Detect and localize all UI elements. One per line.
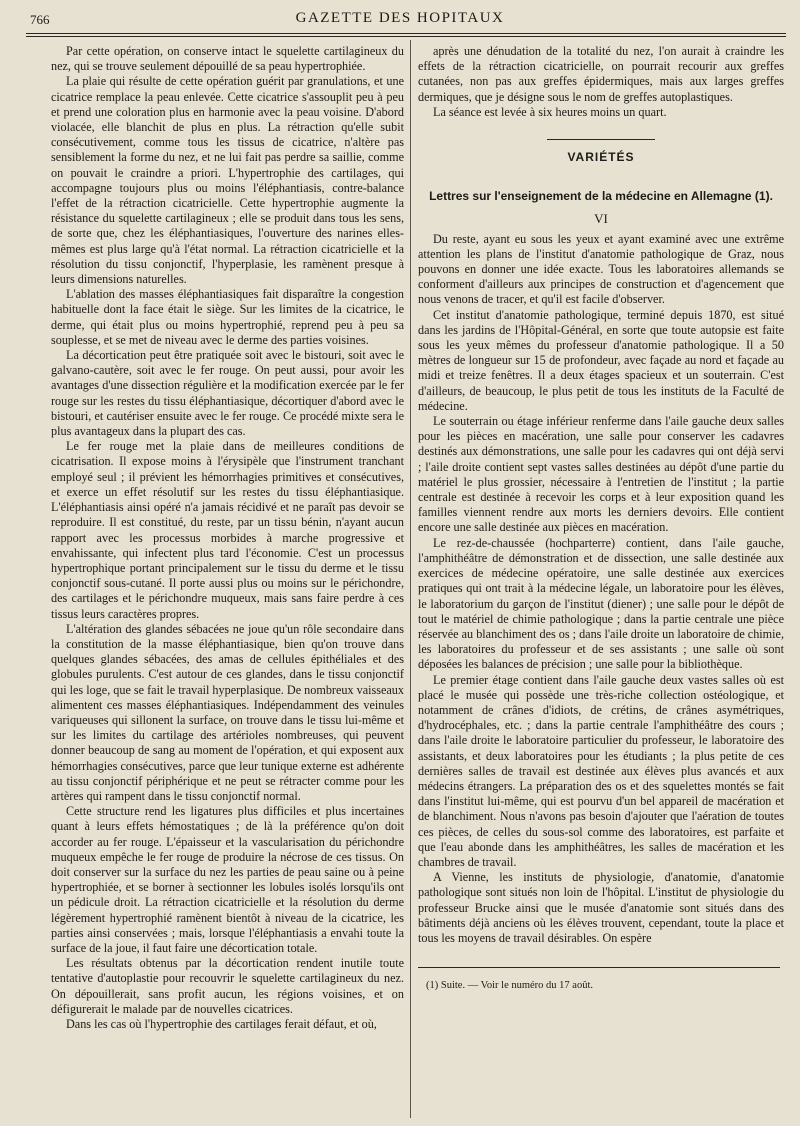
article-title: Lettres sur l'enseignement de la médecine en Allemagne (1).	[429, 189, 773, 204]
paragraph: L'ablation des masses éléphantiasiques fait disparaître la congestion habituelle dont la face était le siège. Sur les limites de la cicatrice, le derme, qui était plus ou moins hypertrophié, reprend peu à peu sa souplesse, et se met de niveau avec le derme des parties voisines.	[51, 287, 404, 347]
paragraph: Du reste, ayant eu sous les yeux et ayant examiné avec une extrême attention les plans de l'institut d'anatomie pathologique de Graz, nous pouvons en donner une idée exacte. Tous les laboratoires allemands se conforment d'ailleurs aux principes de construction et d'agencement que nous venons de tracer, et qu'il est facile d'observer.	[418, 231, 784, 307]
paragraph: Les résultats obtenus par la décortication rendent inutile toute tentative d'autoplastie pour recouvrir le squelette cartilagineux du nez. On dépouillerait, sans profit aucun, les régions voisines, et on défigurerait le malade par de nouvelles cicatrices.	[51, 956, 404, 1016]
paragraph: Dans les cas où l'hypertrophie des cartilages ferait défaut, et où,	[66, 1017, 377, 1031]
page-number: 766	[30, 12, 50, 27]
left-column	[51, 44, 404, 1032]
paragraph: Par cette opération, on conserve intact le squelette cartilagineux du nez, qui se trouve seulement dépouillé de sa peau hypertrophiée.	[51, 44, 404, 74]
paragraph: L'altération des glandes sébacées ne joue qu'un rôle secondaire dans la constitution de la masse éléphantiasique, bien qu'on trouve dans quelques glandes sébacées, des amas de cellules épithéliales et des globules purulents. C'est autour de ces glandes, dans le tissu conjonctif qui les loge, que se fait le travail hyperplasique. De nombreux vaisseaux alimentent ces masses éléphantiasiques. Indépendamment des veinules variqueuses qui sillonent la surface, on trouve dans le tissu lui-même et sur les limites du cartilage des artérioles nombreuses, qui peuvent donner beaucoup de sang au moment de l'opération, et qui exposent aux hémorrhagies consécutives, parce que leur tunique externe est adhérente au tissu conjonctif périphérique et ne peut se rétracter comme pour les artères qui rampent dans le tissu conjonctif normal.	[51, 621, 404, 803]
paragraph: La plaie qui résulte de cette opération guérit par granulations, et une cicatrice remplace la peau enlevée. Cette cicatrice s'assouplit peu à peu et prend une coloration plus en harmonie avec la peau voisine. D'abord violacée, elle blanchit de plus en plus. La rétraction qu'elle subit consécutivement, comme tous les tissus de cicatrice, n'altère pas sensiblement la forme du nez, et ne lui fait pas perdre sa saillie, comme on pouvait le craindre a priori. L'hypertrophie des cartilages, qui accompagne toujours plus ou moins l'éléphantiasis, contre-balance l'effet de la rétraction cicatricielle. Cette hypertrophie augmente la résistance du squelette cartilagineux ; elle se produit dans tous les sens, de sorte que, chez les éléphantiasiques, l'ouverture des narines elles-mêmes est plus large qu'à l'état normal. La rétraction cicatricielle et la résolution du tissu conjonctif, l'hyperplasie, les ramènent presque à leurs dimensions naturelles.	[51, 74, 404, 287]
session-closing-line: La séance est levée à six heures moins un quart.	[433, 104, 667, 119]
paragraph: après une dénudation de la totalité du nez, l'on aurait à craindre les effets de la rétraction cicatricielle, on pourrait recourir aux greffes cutanées, non pas aux greffes épidermiques, mais aux larges greffes dermiques, que je désigne sous le nom de greffes autoplastiques.	[418, 44, 784, 104]
running-title: GAZETTE DES HOPITAUX	[295, 10, 505, 26]
paragraph: Le premier étage contient dans l'aile gauche deux vastes salles où est placé le musée qui possède une très-riche collection ostéologique, et notamment de crânes d'idiots, de crétins, de crânes asymétriques, d'hydrocéphales, etc. ; dans la partie centrale l'amphithéâtre des cours ; dans l'aile droite le laboratoire particulier du professeur, le laboratoire des assistants, et deux laboratoires pour les étudiants ; la plus petite de ces dernières salles de travail est destinée aux élèves plus avancés et aux médecins étrangers. La préparation des os et des squelettes montés se fait dans l'institut lui-même, qui est pourvu d'un bel appareil de macération et de blanchiment. Nous n'avons pas besoin d'ajouter que l'aération de toutes ces pièces, de celles du sous-sol comme des laboratoires, est parfaite et que l'eau abonde dans les amphithéâtres, les salles de macération et les chambres de travail.	[418, 672, 784, 869]
section-separator	[418, 129, 784, 144]
section-title: VARIÉTÉS	[567, 150, 635, 165]
header-rule	[26, 33, 786, 34]
paragraph: Le souterrain ou étage inférieur renferme dans l'aile gauche deux salles pour les pièces en macération, une salle pour conserver les cadavres destinés aux démonstrations, une salle pour les cadavres qui ont déjà servi ; l'aile droite contient sept vastes salles destinées au dépôt d'une partie du matériel le plus grossier, nécessaire à l'entretien de l'institut ; la partie centrale est destinée à recevoir les corps et à leur exposition quand les familles viennent rendre aux morts les derniers devoirs. Elle contient encore une salle destinée aux pièces en macération.	[418, 414, 784, 535]
footnote-rule	[418, 967, 780, 968]
paragraph: Le fer rouge met la plaie dans de meilleures conditions de cicatrisation. Il expose moins à l'érysipèle que l'instrument tranchant employé seul ; il prévient les hémorrhagies primitives et consécutives, et exerce un effet résolutif sur les restes du tissu éléphantiasique. L'éléphantiasis ainsi opéré n'a jamais récidivé et ne paraît pas devoir se reproduire. Il est constitué, du reste, par un tissu bénin, n'ayant aucun rapport avec les processus morbides à marche progressive et envahissante, qui infectent plus tard l'économie. C'est un processus hypertrophique portant principalement sur le tissu du derme et le tissu conjonctif sous-cutané. Il porte aussi plus ou moins sur le périchondre, des cartilages et le périchondre muqueux, mais sans faire perdre à ces tissus leurs caractères propres.	[51, 439, 404, 621]
right-column	[418, 44, 784, 993]
paragraph: Cet institut d'anatomie pathologique, terminé depuis 1870, est situé dans les jardins de l'Hôpital-Général, en sorte que toute autopsie est faite sous les yeux mêmes du professeur d'anatomie pathologique. Il a 50 mètres de longueur sur 15 de profondeur, avec façade au nord et façade au midi et treize fenêtres. Il a deux étages spacieux et un souterrain. C'est d'ailleurs, de beaucoup, le plus petit de tous les instituts de la Faculté de médecine.	[418, 307, 784, 413]
column-divider	[410, 40, 411, 1118]
paragraph: Le rez-de-chaussée (hochparterre) contient, dans l'aile gauche, l'amphithéâtre de démonstration et de dissection, une salle destinée aux exercices de médecine opératoire, une salle destinée aux exercices pratiques qui ont trait à la médecine légale, un laboratoire pour les élèves, le laboratorium du garçon de l'institut (diener) ; une salle pour le dépôt de tout le matériel de chimie pathologique ; dans la partie centrale une pièce réservée au blanchiment des os ; dans l'aile droite un laboratoire de chimie, les laboratoires du professeur et de ses assistants ; une salle où sont déposées les balances de précision ; une salle pour la bibliothèque.	[418, 535, 784, 672]
paragraph: Cette structure rend les ligatures plus difficiles et plus incertaines quant à leurs effets hémostatiques ; de là la préférence qu'on doit accorder au fer rouge. L'épaisseur et la vascularisation du périchondre muqueux empêche le fer rouge de produire la nécrose de ces tissus. On doit conserver sur la surface du nez les parties de peau saine ou à peine hypertrophiée, et se borner à sectionner les lobules isolés lorsqu'ils ont un pédicule droit. La rétraction cicatricielle et la résolution du derme légèrement hypertrophié ramènent bientôt à niveau de la cicatrice, les parties ainsi conservées ; mais, lorsque l'éléphantiasis a envahi toute la surface de la joue, il faut faire une décortication totale.	[51, 804, 404, 955]
chapter-number: VI	[594, 211, 608, 227]
header-rule-double	[26, 36, 786, 37]
paragraph: La décortication peut être pratiquée soit avec le bistouri, soit avec le galvano-cautère, soit avec le fer rouge. On peut aussi, pour avoir les avantages d'une dissection régulière et la modification exercée par le fer rouge sur les restes du tissu éléphantiasique, décortiquer d'abord avec le bistouri, et cautériser ensuite avec le fer rouge. Ce procédé mixte sera le plus avantageux dans la plupart des cas.	[51, 348, 404, 439]
paragraph: A Vienne, les instituts de physiologie, d'anatomie, d'anatomie pathologique sont situés non loin de l'hôpital. L'institut de physiologie du professeur Brucke ainsi que le musée d'anatomie sont situés dans des bâtiments déjà anciens où les élèves trouvent, cependant, toute la place et tous les moyens de travail désirables. On espère	[418, 870, 784, 945]
footnote: (1) Suite. — Voir le numéro du 17 août.	[426, 980, 594, 992]
